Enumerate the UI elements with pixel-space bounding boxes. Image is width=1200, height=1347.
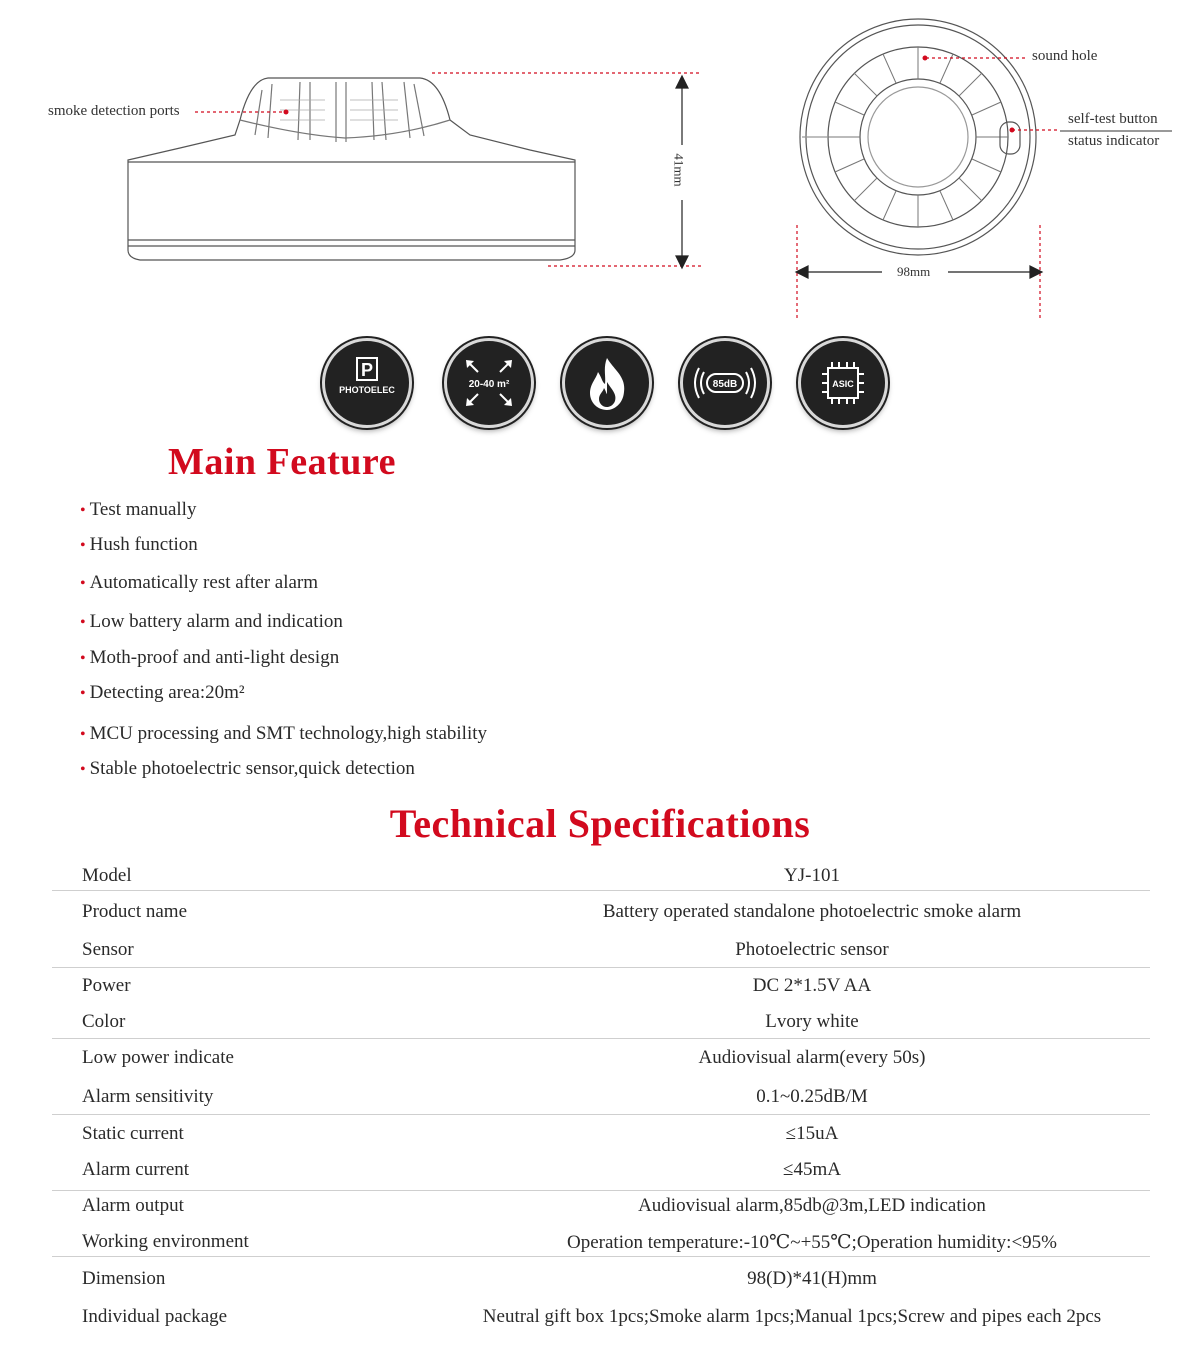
spec-key: Dimension [82, 1268, 166, 1289]
spec-value: ≤15uA [785, 1123, 839, 1144]
row-divider [52, 1038, 1150, 1039]
dimension-height-label: 41mm [671, 153, 687, 187]
area-icon [444, 338, 534, 428]
callout-self-test-button: self-test button [1068, 111, 1158, 127]
svg-text:20-40 m²: 20-40 m² [468, 379, 510, 390]
svg-text:85dB: 85dB [712, 379, 738, 390]
feature-item: • Low battery alarm and indication [80, 611, 343, 632]
photoelectric-icon [322, 338, 412, 428]
spec-key: Product name [82, 901, 188, 922]
spec-key: Power [82, 975, 131, 996]
dimension-diameter-label: 98mm [897, 264, 931, 279]
callout-smoke-detection-ports: smoke detection ports [48, 103, 180, 119]
tech-specs-title: Technical Specifications [389, 801, 811, 846]
spec-key: Individual package [82, 1306, 228, 1327]
callout-sound-hole: sound hole [1032, 48, 1098, 64]
spec-value: YJ-101 [784, 865, 840, 886]
feature-item: • Moth-proof and anti-light design [80, 647, 340, 668]
spec-value: Photoelectric sensor [735, 939, 889, 960]
spec-value: Battery operated standalone photoelectric smoke alarm [602, 901, 1022, 922]
svg-text:ASIC: ASIC [832, 379, 854, 389]
svg-text:PHOTOELEC: PHOTOELEC [339, 385, 395, 395]
feature-item: • Detecting area:20m² [80, 682, 245, 703]
feature-item: • Stable photoelectric sensor,quick detection [80, 758, 415, 779]
spec-key: Sensor [82, 939, 134, 960]
feature-item: • Hush function [80, 534, 198, 555]
spec-key: Alarm current [82, 1159, 190, 1180]
sound-icon [680, 338, 770, 428]
feature-item: • Test manually [80, 499, 197, 520]
spec-key: Static current [82, 1123, 184, 1144]
svg-text:P: P [360, 360, 374, 380]
spec-key: Working environment [82, 1231, 249, 1252]
spec-key: Model [82, 865, 132, 886]
spec-value: Lvory white [765, 1011, 859, 1032]
spec-value: Audiovisual alarm(every 50s) [698, 1047, 926, 1068]
row-divider [52, 967, 1150, 968]
callout-status-indicator: status indicator [1068, 133, 1160, 149]
feature-item: • Automatically rest after alarm [80, 572, 319, 593]
main-feature-title: Main Feature [168, 441, 396, 483]
spec-value: ≤45mA [783, 1159, 841, 1180]
spec-key: Low power indicate [82, 1047, 234, 1068]
spec-key: Alarm output [82, 1195, 184, 1216]
asic-chip-icon [798, 338, 888, 428]
side-view-drawing [0, 60, 760, 280]
spec-key: Color [82, 1011, 126, 1032]
spec-key: Alarm sensitivity [82, 1086, 214, 1107]
spec-value: 0.1~0.25dB/M [756, 1086, 868, 1107]
row-divider [52, 1114, 1150, 1115]
spec-value: Neutral gift box 1pcs;Smoke alarm 1pcs;Manual 1pcs;Screw and pipes each 2pcs [482, 1306, 1102, 1327]
feature-item: • MCU processing and SMT technology,high stability [80, 723, 488, 744]
row-divider [52, 1256, 1150, 1257]
top-view-drawing [780, 10, 1200, 330]
row-divider [52, 1190, 1150, 1191]
row-divider [52, 890, 1150, 891]
spec-value: DC 2*1.5V AA [752, 975, 872, 996]
spec-value: Operation temperature:-10℃~+55℃;Operation humidity:<95% [567, 1232, 1057, 1253]
spec-value: 98(D)*41(H)mm [747, 1268, 877, 1289]
spec-value: Audiovisual alarm,85db@3m,LED indication [638, 1195, 986, 1216]
fire-icon [562, 338, 652, 428]
